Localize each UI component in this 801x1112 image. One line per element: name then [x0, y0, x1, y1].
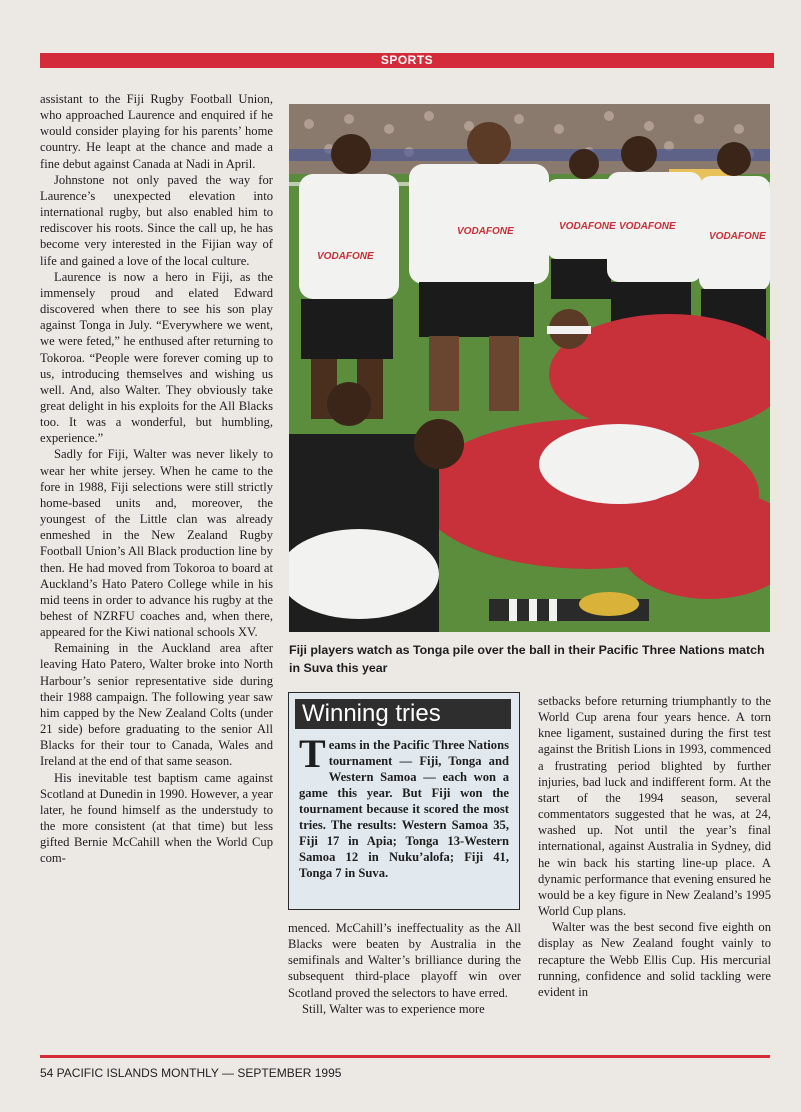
article-column-3 — [538, 693, 771, 1000]
box-title: Winning tries — [295, 699, 511, 729]
jersey-sponsor-text: VODAFONE — [457, 226, 514, 237]
winning-tries-box — [288, 692, 520, 910]
box-body: eams in the Pacific Three Nations tournament — Fiji, Tonga and Western Samoa — each won a game this year. But Fiji won the tournament because it scored the most tries. The results: Western Samoa 35, Fiji 17 in Apia; Tonga 13-Western Samoa 12 in Nuku’alofa; Fiji 41, Tonga 7 in Suva. — [299, 738, 509, 880]
article-column-2 — [288, 920, 521, 1017]
paragraph: Remaining in the Auckland area after leaving Hato Patero, Walter broke into North Harbour’s senior representative side during their 1988 campaign. The following year saw him capped by the New Zealand Colts (under 21 side) before graduating to the senior All Blacks for their tour to Canada, Wales and Ireland at the end of that same season. — [40, 641, 273, 769]
article-column-1 — [40, 91, 273, 867]
paragraph: His inevitable test baptism came against Scotland at Dunedin in 1990. However, a year later, he found himself as the understudy to the more consistent (at that time) but less gifted Bernie McCahill when the World Cup com- — [40, 770, 273, 866]
dropcap: T — [299, 731, 326, 776]
page-footer: 54 PACIFIC ISLANDS MONTHLY — SEPTEMBER 1995 — [40, 1066, 342, 1080]
box-text — [299, 731, 509, 881]
paragraph: Walter was the best second five eighth on display as New Zealand fought vainly to recapture the Webb Ellis Cup. His mercurial running, confidence and solid tackling were evident in — [538, 920, 771, 999]
paragraph: Laurence is now a hero in Fiji, as the immensely proud and elated Edward discovered when there to see his son play against Tonga in July. “Everywhere we went, we were feted,” he enthused after returning to Tokoroa. “People were forever coming up to us, introducing themselves and wishing us well. And, also Walter. They obviously take great delight in his exploits for the All Blacks too. It was a wonderful, but humbling, experience.” — [40, 269, 273, 446]
section-label: SPORTS — [40, 53, 774, 68]
paragraph: Johnstone not only paved the way for Laurence’s unexpected elevation into international rugby, but also enabled him to rediscover his roots. Since the call up, he has become very interested in the Fijian way of life and gained a love of the local culture. — [40, 172, 273, 268]
jersey-sponsor-text: VODAFONE — [559, 221, 616, 232]
jersey-sponsor-text: VODAFONE — [709, 231, 766, 242]
paragraph: Still, Walter was to experience more — [302, 1001, 485, 1016]
footer-divider — [40, 1055, 770, 1058]
paragraph: assistant to the Fiji Rugby Football Union, who approached Laurence and enquired if he would consider playing for his parents’ home country. He leapt at the chance and made a fine debut against Canada at Nadi in April. — [40, 92, 273, 171]
jersey-sponsor-text: VODAFONE — [317, 251, 374, 262]
paragraph: menced. McCahill’s ineffectuality as the All Blacks were beaten by Australia in the semifinals and Walter’s brilliance during the subsequent third-place playoff win over Scotland proved the selectors to have erred. — [288, 921, 521, 1000]
rugby-photo — [289, 104, 770, 632]
photo-caption: Fiji players watch as Tonga pile over the ball in their Pacific Three Nations match in Suva this year — [289, 643, 765, 675]
jersey-sponsor-text: VODAFONE — [619, 221, 676, 232]
paragraph: setbacks before returning triumphantly to the World Cup arena four years hence. A torn knee ligament, sustained during the first test against the British Lions in 1993, commenced a frustrating period blighted by further injuries, bad luck and indifferent form. At the start of the 1994 season, several commentators suggested that he was, at 24, washed up. Not until the year’s final international, against Australia in Sydney, did he win back his starting line-up place. A dynamic performance that evening ensured he would be a key figure in New Zealand’s 1995 World Cup plans. — [538, 694, 771, 919]
paragraph: Sadly for Fiji, Walter was never likely to wear her white jersey. When he came to the fore in 1988, Fiji selections were still strictly home-based units and, moreover, the youngest of the Little clan was already enmeshed in the New Zealand Rugby Football Union’s All Black production line by then. He had moved from Tokoroa to board at Auckland’s Hato Patero College while in his mid teens in order to advance his rugby at the behest of NZRFU coaches and, when there, appeared for the Kiwi national schools XV. — [40, 447, 273, 640]
